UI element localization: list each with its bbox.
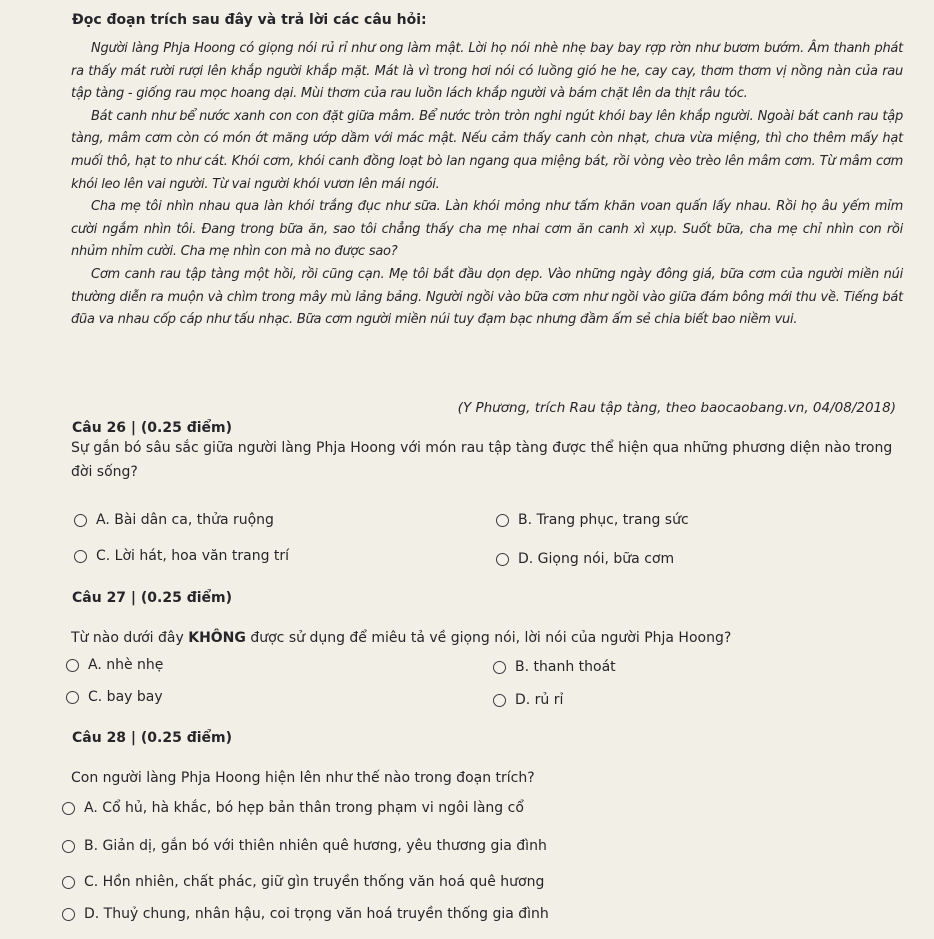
question-26-option-a[interactable] xyxy=(74,512,274,528)
question-emphasis: KHÔNG xyxy=(188,630,246,646)
question-27-option-d[interactable] xyxy=(493,692,563,708)
option-label: C. bay bay xyxy=(88,689,163,705)
passage-paragraph: Cha mẹ tôi nhìn nhau qua làn khói trắng đục như sữa. Làn khói mỏng như tấm khăn voan quấn lấy nhau. Rồi họ âu yếm mỉm cười ngắm nhìn tôi. Đang trong bữa ăn, sao tôi chẳng thấy cha mẹ nhai cơm ăn canh xì xụp. Suốt bữa, cha mẹ chỉ nhìn con rồi nhủm nhỉm cười. Cha mẹ nhìn con mà no được sao? xyxy=(71,199,903,260)
question-28-option-b[interactable] xyxy=(62,838,547,854)
radio-button-icon[interactable] xyxy=(62,802,75,815)
question-27-option-b[interactable] xyxy=(493,659,616,675)
option-label: B. thanh thoát xyxy=(515,659,616,675)
question-26-option-d[interactable] xyxy=(496,551,674,567)
reading-instruction: Đọc đoạn trích sau đây và trả lời các câu hỏi: xyxy=(72,12,427,28)
option-label: D. Giọng nói, bữa cơm xyxy=(518,551,675,567)
question-27-option-a[interactable] xyxy=(66,657,163,673)
question-27-option-c[interactable] xyxy=(66,689,163,705)
passage-paragraph: Cơm canh rau tập tàng một hồi, rồi cũng cạn. Mẹ tôi bắt đầu dọn dẹp. Vào những ngày đông giá, bữa cơm của người miền núi thường diễn ra muộn và chìm trong mây mù lảng bảng. Người ngồi vào bữa cơm như ngồi vào giữa đám bông mới thu về. Tiếng bát đũa va nhau cốp cáp như tấu nhạc. Bữa cơm người miền núi tuy đạm bạc nhưng đầm ấm sẻ chia biết bao niềm vui. xyxy=(71,266,903,328)
radio-button-icon[interactable] xyxy=(74,550,87,563)
question-28-option-d[interactable] xyxy=(62,906,549,922)
question-28-text: Con người làng Phja Hoong hiện lên như thế nào trong đoạn trích? xyxy=(71,770,535,786)
option-label: D. rủ rỉ xyxy=(515,692,564,708)
radio-button-icon[interactable] xyxy=(493,661,506,674)
radio-button-icon[interactable] xyxy=(74,514,87,527)
question-26-option-c[interactable] xyxy=(74,548,289,564)
radio-button-icon[interactable] xyxy=(493,694,506,707)
question-text-part: Từ nào dưới đây xyxy=(71,630,189,646)
question-27-text xyxy=(71,626,911,650)
radio-button-icon[interactable] xyxy=(62,876,75,889)
radio-button-icon[interactable] xyxy=(62,908,75,921)
option-label: A. Cổ hủ, hà khắc, bó hẹp bản thân trong phạm vi ngôi làng cổ xyxy=(84,800,524,816)
question-27-title: Câu 27 | (0.25 điểm) xyxy=(72,590,233,606)
radio-button-icon[interactable] xyxy=(66,659,79,672)
passage-paragraph: Bát canh như bể nước xanh con con đặt giữa mâm. Bể nước tròn tròn nghi ngút khói bay lên khắp người. Ngoài bát canh rau tập tàng, mâm cơm còn có món ớt măng ướp dầm với mác mật. Nếu cảm thấy canh còn nhạt, chưa vừa miệng, thì cho thêm mấy hạt muối thô, hạt to như cát. Khói cơm, khói canh đồng loạt bò lan ngang qua miệng bát, rồi vòng vèo trèo lên mâm cơm. Từ mâm cơm khói leo lên vai người. Từ vai người khói vươn lên mái ngói. xyxy=(71,108,903,192)
reading-passage xyxy=(71,38,903,332)
option-label: C. Lời hát, hoa văn trang trí xyxy=(96,548,290,564)
radio-button-icon[interactable] xyxy=(496,514,509,527)
question-28-option-a[interactable] xyxy=(62,800,524,816)
question-26-option-b[interactable] xyxy=(496,512,689,528)
option-label: A. nhè nhẹ xyxy=(88,657,164,673)
question-28-option-c[interactable] xyxy=(62,874,544,890)
option-label: B. Giản dị, gắn bó với thiên nhiên quê hương, yêu thương gia đình xyxy=(84,838,547,854)
radio-button-icon[interactable] xyxy=(496,553,509,566)
question-26-title: Câu 26 | (0.25 điểm) xyxy=(72,420,233,436)
question-28-title: Câu 28 | (0.25 điểm) xyxy=(72,730,233,746)
option-label: D. Thuỷ chung, nhân hậu, coi trọng văn hoá truyền thống gia đình xyxy=(84,906,549,922)
question-text-part: được sử dụng để miêu tả về giọng nói, lời nói của người Phja Hoong? xyxy=(245,630,732,646)
option-label: C. Hồn nhiên, chất phác, giữ gìn truyền thống văn hoá quê hương xyxy=(84,874,545,890)
passage-source: (Y Phương, trích Rau tập tàng, theo baocaobang.vn, 04/08/2018) xyxy=(457,400,896,416)
option-label: A. Bài dân ca, thửa ruộng xyxy=(96,512,274,528)
radio-button-icon[interactable] xyxy=(62,840,75,853)
option-label: B. Trang phục, trang sức xyxy=(518,512,689,528)
radio-button-icon[interactable] xyxy=(66,691,79,704)
question-26-text: Sự gắn bó sâu sắc giữa người làng Phja Hoong với món rau tập tàng được thể hiện qua những phương diện nào trong đời sống? xyxy=(71,440,893,480)
passage-paragraph: Người làng Phja Hoong có giọng nói rủ rỉ như ong làm mật. Lời họ nói nhè nhẹ bay bay rợp rờn như bươm bướm. Âm thanh phát ra thấy mát rười rượi lên khắp người khắp mặt. Mát là vì trong hơi nói có luồng gió he he, cay cay, thơm thơm vị nồng nàn của rau tập tàng - giống rau mọc hoang dại. Mùi thơm của rau luồn lách khắp người và bám chặt lên da thịt râu tóc. xyxy=(71,41,903,102)
